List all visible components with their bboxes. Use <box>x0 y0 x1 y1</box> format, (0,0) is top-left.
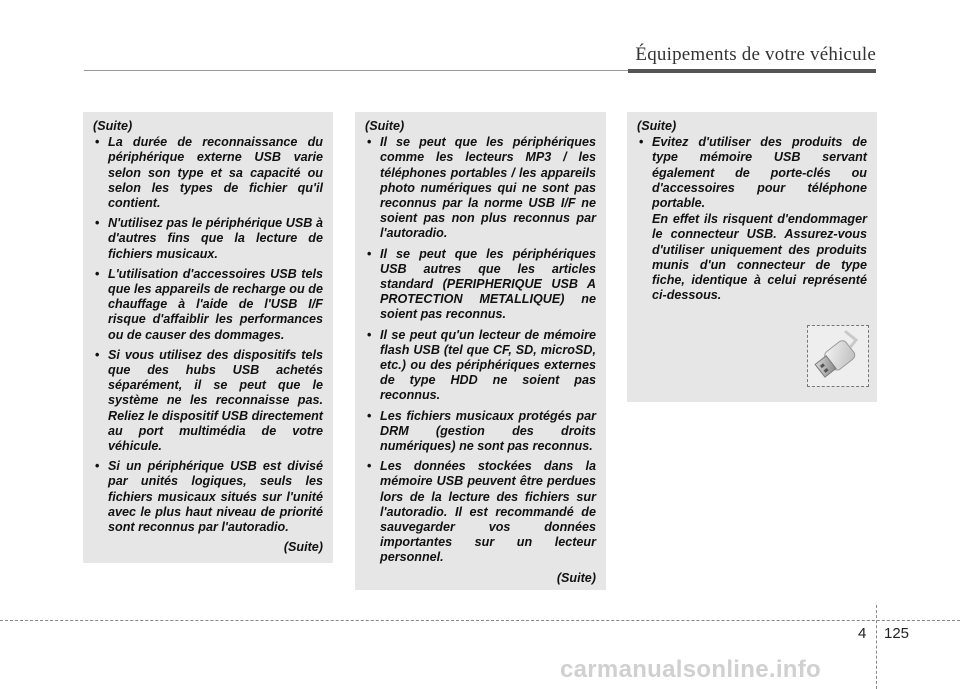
continued-label: (Suite) <box>637 119 677 133</box>
list-item: • L'utilisation d'accessoires USB tels que les appareils de recharge ou de chauffage à l'aide de l'USB I/F risque d'affaiblir les performances ou de causer des dommages. <box>95 266 323 342</box>
page-divider <box>876 605 877 689</box>
bullet-icon: • <box>367 408 372 423</box>
bullet-icon: • <box>95 459 100 474</box>
continued-label: (Suite) <box>93 119 133 133</box>
header-rule-accent <box>628 69 876 73</box>
notice-paragraph: En effet ils risquent d'endommager le connecteur USB. Assurez-vous d'utiliser uniquement des produits munis d'un connecteur de type fiche, identique à celui représenté ci-dessous. <box>652 212 867 303</box>
usb-flash-drive-icon <box>807 325 869 387</box>
notice-panel-3 <box>627 112 877 402</box>
continued-label: (Suite) <box>365 119 405 133</box>
bullet-icon: • <box>95 266 100 281</box>
list-item: • Si un périphérique USB est divisé par unités logiques, seuls les fichiers musicaux situés sur l'unité avec le plus haut niveau de priorité sont reconnus par l'autoradio. <box>95 459 323 535</box>
footer-rule <box>0 620 960 621</box>
list-item: • Si vous utilisez des dispositifs tels que des hubs USB achetés séparément, il se peut que le système ne les reconnaisse pas. Reliez le dispositif USB directement au port multimédia de votre véhicule. <box>95 347 323 454</box>
list-item: • N'utilisez pas le périphérique USB à d'autres fins que la lecture de fichiers musicaux. <box>95 216 323 261</box>
bullet-icon: • <box>95 216 100 231</box>
list-item: • Il se peut que les périphériques USB autres que les articles standard (PERIPHERIQUE USB A PROTECTION METALLIQUE) ne soient pas reconnus. <box>367 246 596 322</box>
bullet-icon: • <box>639 135 644 150</box>
list-item: • Evitez d'utiliser des produits de type mémoire USB servant également de porte-clés ou d'accessoires pour téléphone portable. <box>639 135 867 211</box>
list-item: • Les fichiers musicaux protégés par DRM (gestion des droits numériques) ne sont pas reconnus. <box>367 408 596 454</box>
usb-flash-drive-illustration <box>808 326 868 386</box>
header-title: Équipements de votre véhicule <box>635 44 876 65</box>
bullet-icon: • <box>367 135 372 150</box>
bullet-icon: • <box>95 135 100 150</box>
bullet-icon: • <box>367 459 372 474</box>
list-item: • Il se peut qu'un lecteur de mémoire flash USB (tel que CF, SD, microSD, etc.) ou des périphériques externes de type HDD ne soient pas reconnus. <box>367 327 596 403</box>
notice-list <box>637 135 867 211</box>
page-number: 125 <box>884 625 910 642</box>
bullet-icon: • <box>367 246 372 261</box>
notice-panel-1 <box>83 112 333 563</box>
continued-label: (Suite) <box>283 540 323 555</box>
list-item: • Il se peut que les périphériques comme les lecteurs MP3 / les téléphones portables / les appareils photo numériques qui ne sont pas reconnus par la norme USB I/F ne soient pas non plus reconnus par l'autoradio. <box>367 135 596 241</box>
bullet-icon: • <box>95 347 100 362</box>
notice-list <box>93 135 323 535</box>
watermark: carmanualsonline.info <box>560 656 822 683</box>
bullet-icon: • <box>367 327 372 342</box>
list-item: • Les données stockées dans la mémoire USB peuvent être perdues lors de la lecture des fichiers sur l'autoradio. Il est recommandé de sauvegarder vos données importantes sur un lecteur personnel. <box>367 459 596 565</box>
notice-list <box>365 135 596 565</box>
chapter-number: 4 <box>858 625 867 642</box>
list-item: • La durée de reconnaissance du périphérique externe USB varie selon son type et sa capacité ou selon les types de fichier qu'il contient. <box>95 135 323 211</box>
continued-label: (Suite) <box>556 570 596 585</box>
notice-panel-2 <box>355 112 606 590</box>
